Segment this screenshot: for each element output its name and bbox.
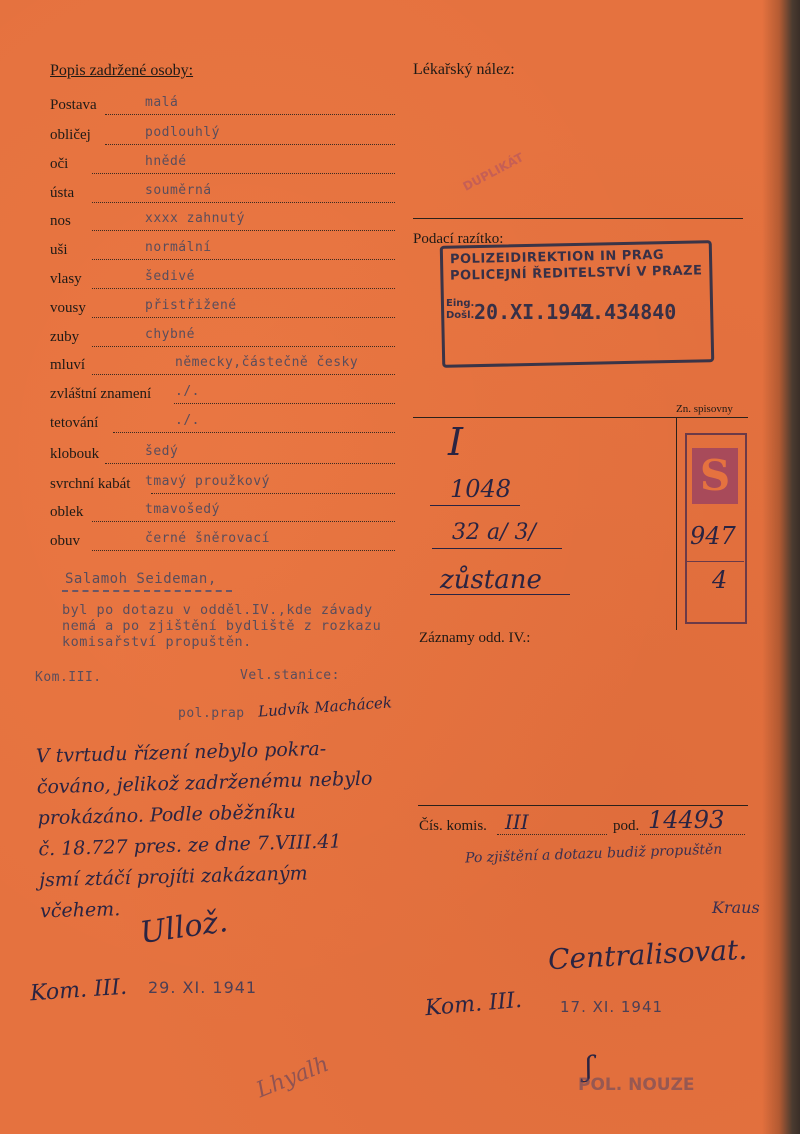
report-line: byl po dotazu v odděl.IV.,kde závady — [62, 602, 373, 618]
hand-underline — [432, 548, 562, 549]
handwritten-note — [36, 733, 376, 928]
medical-rule — [413, 218, 743, 219]
field-label: obličej — [50, 127, 91, 143]
field-value: německy,částečně česky — [175, 355, 359, 370]
hand-entry-status: zůstane — [440, 565, 542, 595]
hand-line: č. 18.727 pres. ze dne 7.VIII.41 — [38, 830, 342, 861]
field-dotted-line — [113, 432, 395, 433]
field-label: zuby — [50, 329, 80, 345]
hand-line: včehem. — [39, 898, 121, 923]
field-value: černé šněrovací — [145, 531, 270, 546]
field-dotted-line — [92, 521, 395, 522]
field-dotted-line — [105, 463, 395, 464]
medical-title: Lékařský nález: — [413, 61, 515, 78]
faded-signature: Lhyalh — [253, 1051, 333, 1104]
field-value: šedý — [145, 444, 179, 459]
right-hand-note: Po zjištění a dotazu budiž propuštěn — [464, 841, 723, 867]
field-value: podlouhlý — [145, 125, 220, 140]
field-label: klobouk — [50, 446, 100, 462]
field-label: obuv — [50, 533, 80, 549]
field-value: normální — [145, 240, 212, 255]
report-line: nemá a po zjištění bydliště z rozkazu — [62, 618, 382, 634]
field-value: hnědé — [145, 154, 187, 169]
field-value: tmavý proužkový — [145, 474, 270, 489]
pod-value: 14493 — [648, 806, 725, 834]
hand-underline — [430, 594, 570, 595]
stamp-number: Z.434840 — [580, 300, 677, 324]
field-dotted-line — [92, 550, 395, 551]
stamp-line-1: POLIZEIDIREKTION IN PRAG — [449, 247, 665, 268]
right-hand-sign-small: Kraus — [712, 898, 760, 917]
field-label: vousy — [50, 300, 86, 316]
field-label: zvláštní znamení — [50, 386, 152, 402]
faded-bottom-stamp: POL. NOUZE — [578, 1075, 695, 1095]
field-value: chybné — [145, 327, 195, 342]
zn-vertical-rule — [676, 418, 677, 630]
left-signature: Ullož. — [137, 904, 230, 951]
field-dotted-line — [92, 259, 395, 260]
field-label: mluví — [50, 357, 86, 373]
field-dotted-line — [92, 230, 395, 231]
field-label: oči — [50, 156, 69, 172]
zn-label: Zn. spisovny — [676, 403, 733, 415]
left-kom: Kom. III. — [29, 974, 128, 1007]
report-text — [62, 602, 381, 650]
hand-entry-page: 32 a/ 3/ — [452, 520, 536, 545]
hand-line: V tvrtudu řízení nebylo pokra- — [35, 737, 327, 768]
box-number-1: 947 — [690, 522, 736, 550]
field-label: Postava — [50, 97, 97, 113]
left-date-stamp: 29. XI. 1941 — [148, 978, 258, 997]
right-hand-mark: ʃ — [584, 1049, 594, 1084]
paper-edge — [762, 0, 800, 1134]
field-value: souměrná — [145, 183, 212, 198]
field-value: xxxx zahnutý — [145, 211, 245, 226]
field-value: ./. — [175, 384, 200, 399]
hand-entry-number: 1048 — [450, 475, 512, 503]
field-dotted-line — [92, 346, 395, 347]
field-value: malá — [145, 95, 179, 110]
cis-dots — [497, 834, 607, 835]
cis-value: III — [505, 810, 529, 834]
prap-signature: Ludvík Machácek — [257, 693, 393, 721]
stamp-eing: Eing. — [446, 298, 475, 309]
field-label: nos — [50, 213, 71, 229]
box-number-2: 4 — [712, 566, 728, 594]
field-label: oblek — [50, 504, 84, 520]
right-date-stamp: 17. XI. 1941 — [560, 998, 664, 1016]
field-dotted-line — [92, 173, 395, 174]
person-name: Salamoh Seideman, — [65, 571, 217, 587]
field-value: ./. — [175, 413, 200, 428]
box-divider — [686, 561, 744, 562]
pol-prap-label: pol.prap — [178, 706, 245, 721]
hand-underline — [430, 505, 520, 506]
hand-line: prokázáno. Podle oběžníku — [37, 800, 297, 830]
hand-line: čováno, jelikož zadrženému nebylo — [36, 767, 373, 799]
field-label: uši — [50, 242, 68, 258]
zn-rule — [413, 417, 748, 418]
field-dotted-line — [92, 288, 395, 289]
zaznamy-label: Záznamy odd. IV.: — [419, 630, 531, 646]
field-dotted-line — [92, 317, 395, 318]
vel-stanice-label: Vel.stanice: — [240, 668, 340, 683]
pod-dots — [640, 834, 745, 835]
field-value: přistřižené — [145, 298, 237, 313]
field-label: tetování — [50, 415, 99, 431]
field-label: svrchní kabát — [50, 476, 131, 492]
stamp-line-2: POLICEJNÍ ŘEDITELSTVÍ V PRAZE — [449, 263, 703, 284]
field-dotted-line — [92, 374, 395, 375]
podaci-title: Podací razítko: — [413, 231, 504, 247]
hand-line: jsmí ztáčí projíti zakázaným — [38, 862, 308, 892]
field-dotted-line — [105, 144, 395, 145]
description-title: Popis zadržené osoby: — [50, 62, 194, 79]
stamp-dosl: Došl. — [446, 310, 475, 321]
field-dotted-line — [174, 403, 395, 404]
field-value: šedivé — [145, 269, 195, 284]
name-underline — [62, 590, 232, 592]
pod-label: pod. — [613, 818, 640, 834]
s-stamp: S — [692, 448, 738, 504]
field-dotted-line — [105, 114, 395, 115]
field-label: vlasy — [50, 271, 82, 287]
field-value: tmavošedý — [145, 502, 220, 517]
ghost-stamp: DUPLIKÁT — [460, 150, 526, 194]
right-signature: Centralisovat. — [547, 932, 748, 977]
field-dotted-line — [151, 493, 395, 494]
report-line: komisařství propuštěn. — [62, 634, 252, 650]
cis-label: Čís. komis. — [419, 818, 487, 834]
stamp-date: 20.XI.1941 — [474, 300, 595, 324]
hand-entry-roman: I — [448, 420, 464, 464]
right-kom: Kom. III. — [424, 987, 523, 1022]
field-dotted-line — [92, 202, 395, 203]
kom-label: Kom.III. — [35, 670, 102, 685]
field-label: ústa — [50, 185, 75, 201]
